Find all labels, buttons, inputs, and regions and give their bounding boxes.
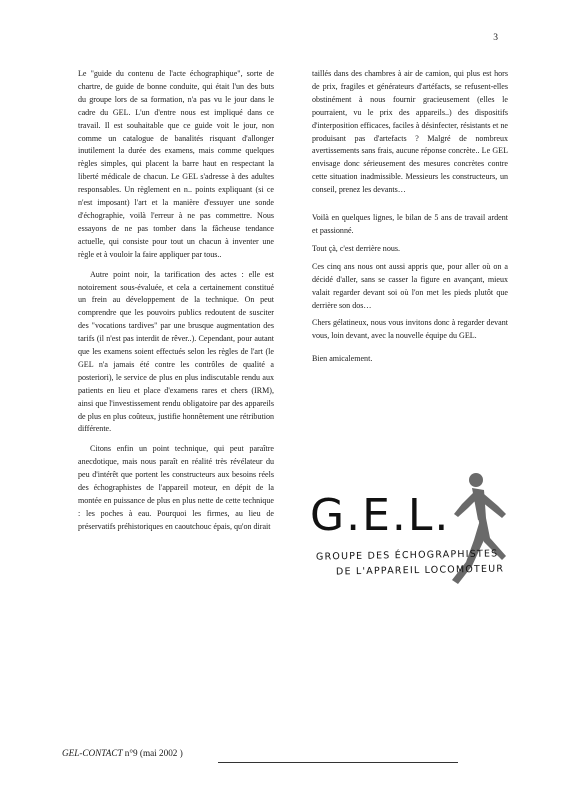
footer	[62, 748, 183, 758]
paragraph: Le "guide du contenu de l'acte échographique", sorte de chartre, de guide de bonne conduite, qui était l'un des buts du groupe lors de sa formation, n'a pas vu le jour dans le cadre du GEL. L'un d'entre nous est impliqué dans ce travail. Il est souhaitable que ce guide voit le jour, non comme un catalogue de banalités risquant d'allonger inutilement la durée des examens, mais comme quelques règles simples, qui placent la barre haut en respectant la liberté médicale de chacun. Le GEL s'adresse à des adultes responsables. Un règlement en n.. points expliquant (si ce n'est imposant) l'art et la manière d'essuyer une sonde d'échographie, voilà l'erreur à ne pas commettre. Nous essayons de ne pas tomber dans la fâcheuse tendance actuelle, qui consiste pour tout un chacun à inventer une règle et à vouloir la faire appliquer par tous..	[78, 69, 274, 259]
paragraph: Chers gélatineux, nous vous invitons donc à regarder devant vous, loin devant, avec la nouvelle équipe du GEL.	[312, 318, 508, 341]
paragraph: Tout çà, c'est derrière nous.	[312, 243, 401, 253]
right-column	[312, 68, 508, 371]
publication-name: GEL-CONTACT	[62, 748, 123, 758]
gel-logo	[310, 470, 520, 600]
issue-number: n°9	[124, 748, 138, 758]
paragraph: Citons enfin un point technique, qui peut paraître anecdotique, mais nous paraît en réalité très révélateur du peu d'intérêt que portent les constructeurs aux besoins réels des échographistes de l'appareil moteur, en dépit de la montée en puissance de plus en plus nette de cette technique : les poches à eau. Pourquoi les firmes, au lieu de préservatifs préhistoriques en caoutchouc épais, qu'on dirait	[78, 444, 274, 531]
page-number: 3	[493, 33, 498, 43]
logo-title: G.E.L.	[310, 490, 451, 541]
logo-subtitle-line2: DE L'APPAREIL LOCOMOTEUR	[335, 563, 505, 578]
signoff: Bien amicalement.	[312, 354, 373, 364]
logo-subtitle-line1: GROUPE DES ÉCHOGRAPHISTES	[315, 548, 499, 563]
issue-date: (mai 2002 )	[139, 748, 183, 758]
paragraph: Autre point noir, la tarification des actes : elle est notoirement sous-évaluée, et cela a certainement constitué un frein au développement de la technique. On peut comprendre que les pouvoirs publics redoutent de susciter des "vocations tardives" par une brusque augmentation des tarifs (il n'est pas interdit de rêver..). Cependant, pour autant que les examens soient effectués selon les règles de l'art (le GEL n'a jamais été contre les contrôles de qualité a posteriori), le service de plus en plus indiscutable rendu aux patients en lieu et place d'examens rares et chers (IRM), ainsi que l'investissement rendu obligatoire par des appareils de plus en plus coûteux, justifie honnêtement une rétribution différente.	[78, 269, 274, 434]
paragraph: Voilà en quelques lignes, le bilan de 5 ans de travail ardent et passionné.	[312, 213, 508, 235]
footer-divider	[218, 762, 458, 763]
paragraph: taillés dans des chambres à air de camion, qui plus est hors de prix, fragiles et générateurs d'artéfacts, se refusent-elles obstinément à nous fournir gracieusement (elles le pourraient, vu le prix des appareils..) des dispositifs d'interposition efficaces, faciles à désinfecter, résistants et ne produisant pas d'artefacts ? Malgré de nombreux avertissements sans frais, aucune réponse concrète.. Le GEL envisage donc sérieusement des mesures concrètes contre cette situation inadmissible. Messieurs les constructeurs, un conseil, prenez les devants…	[312, 69, 508, 195]
paragraph: Ces cinq ans nous ont aussi appris que, pour aller où on a décidé d'aller, sans se casser la figure en avançant, mieux valait regarder devant soi où l'on met les pieds plutôt que derrière son dos…	[312, 261, 508, 310]
left-column	[78, 68, 274, 541]
